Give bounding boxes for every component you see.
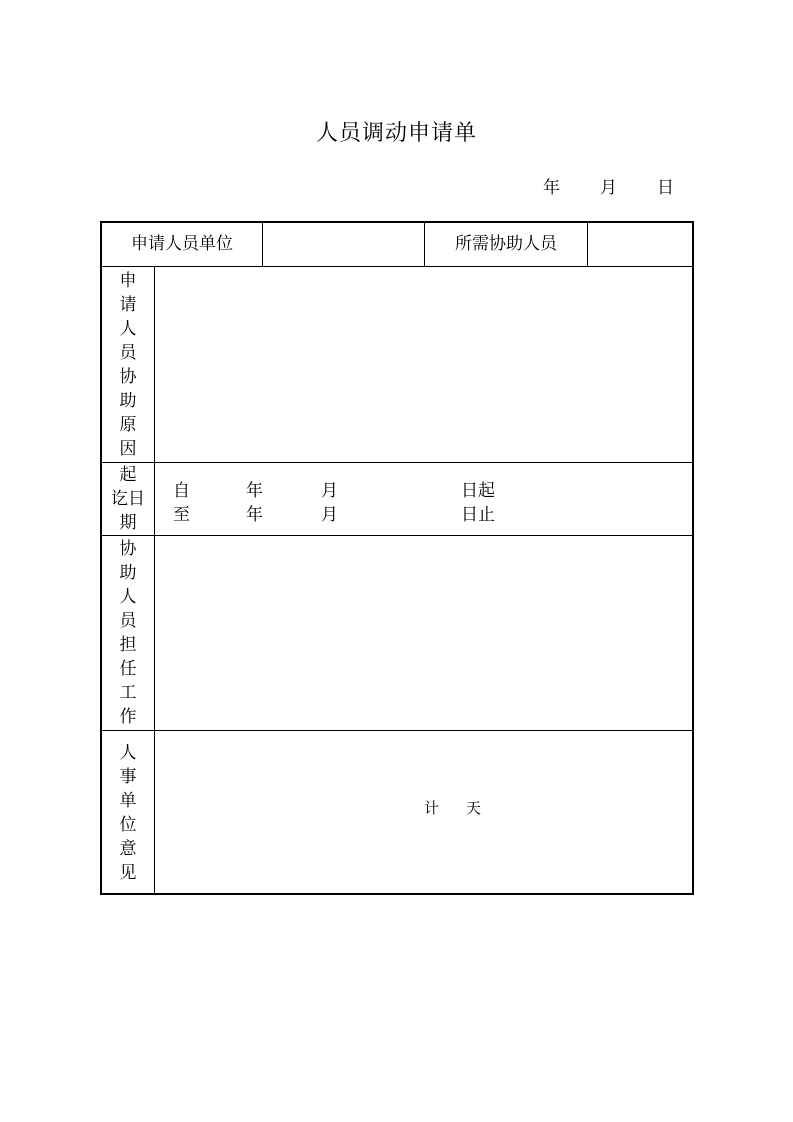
work-label-char: 助 [119,563,137,583]
hr-label-char: 位 [119,815,137,835]
period-label-char: 期 [119,513,137,533]
period-from-day: 日起 [461,481,495,501]
reason-label-char: 因 [119,438,137,459]
hr-label-char: 人 [119,743,137,763]
date-month-label: 月 [600,178,617,198]
application-date [543,173,674,198]
hr-opinion-label [102,731,154,895]
period-label [102,463,154,535]
period-label-char: 讫日 [111,489,145,509]
work-label-char: 工 [119,683,137,703]
period-from-month: 月 [321,481,338,501]
work-label-char: 员 [119,611,137,631]
count-prefix: 计 [424,799,440,817]
reason-label [102,267,154,462]
application-form-table [100,221,694,895]
helper-value-field[interactable] [588,223,692,266]
reason-label-char: 请 [119,294,137,315]
period-to-year: 年 [246,505,263,525]
work-label-char: 协 [119,539,137,559]
period-to-month: 月 [321,505,338,525]
reason-label-char: 申 [119,270,137,291]
helper-label: 所需协助人员 [455,234,557,254]
hr-day-count [424,797,481,818]
period-from-prefix: 自 [173,481,190,501]
hr-label-char: 见 [119,863,137,883]
work-label-char: 人 [119,587,137,607]
work-label-char: 担 [119,635,137,655]
period-from-year: 年 [246,481,263,501]
date-year-label: 年 [543,178,560,198]
reason-label-char: 助 [119,390,137,411]
reason-label-char: 协 [119,366,137,387]
period-field[interactable] [154,463,692,535]
unit-label: 申请人员单位 [131,234,233,254]
work-label [102,536,154,730]
hr-label-char: 事 [119,767,137,787]
document-title: 人员调动申请单 [315,121,477,146]
date-day-label: 日 [657,178,674,198]
work-field[interactable] [155,536,692,730]
work-label-char: 任 [119,659,137,679]
hr-label-char: 单 [119,791,137,811]
period-to-prefix: 至 [173,505,190,525]
hr-label-char: 意 [119,839,137,859]
reason-label-char: 原 [119,414,137,435]
unit-value-field[interactable] [263,223,424,266]
reason-label-char: 员 [119,342,137,363]
reason-label-char: 人 [119,318,137,339]
work-label-char: 作 [119,707,137,727]
period-label-char: 起 [119,465,137,485]
period-to-day: 日止 [461,505,495,525]
count-suffix: 天 [466,799,482,817]
reason-field[interactable] [155,267,692,462]
